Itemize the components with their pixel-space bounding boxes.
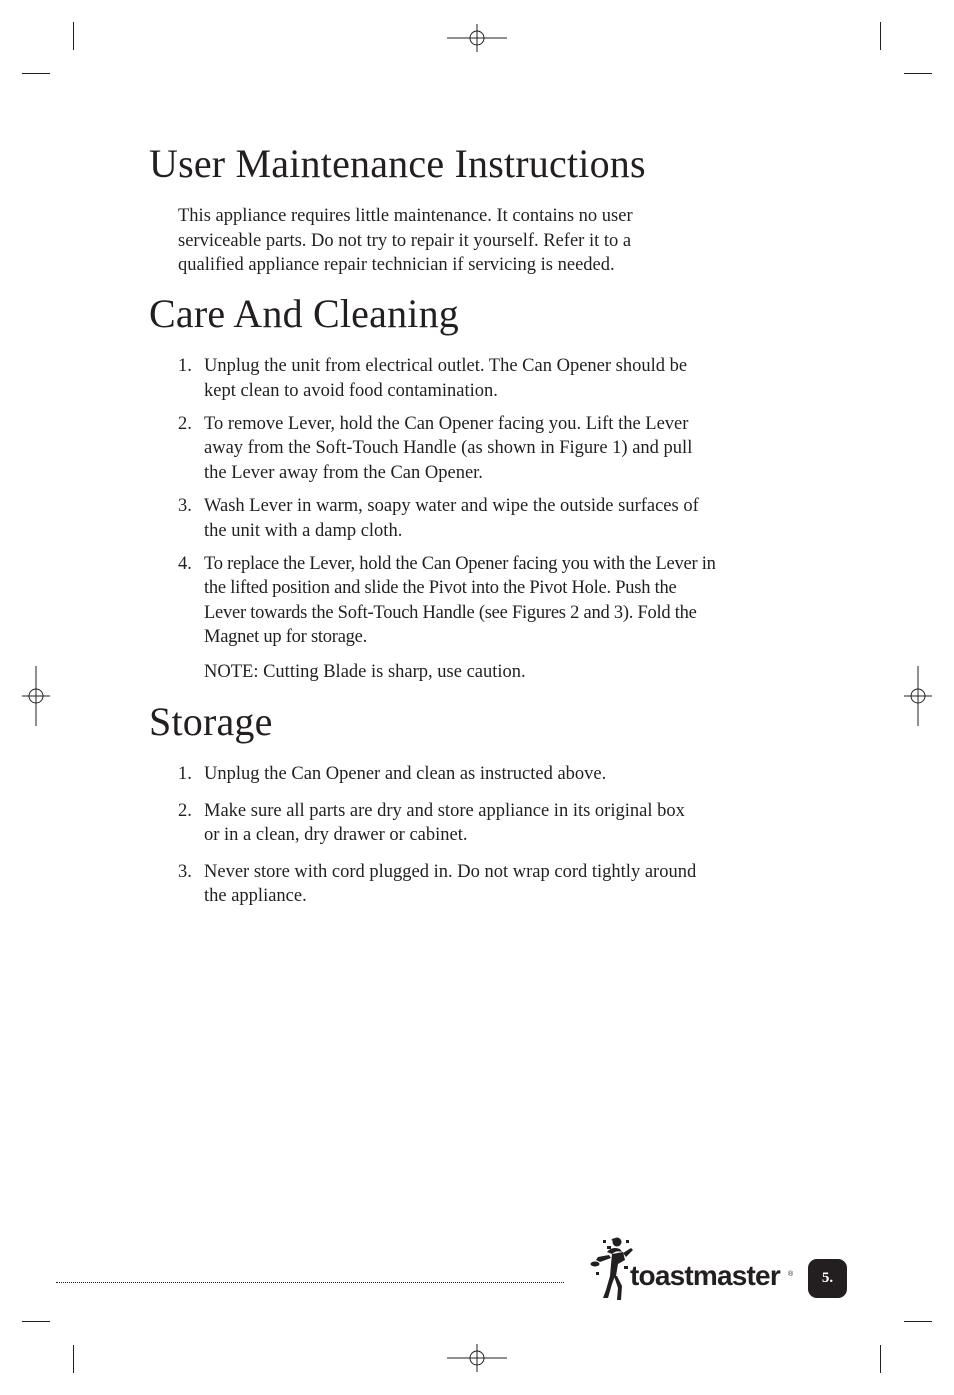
list-item [178, 412, 808, 486]
step-number: 2. [178, 413, 192, 434]
list-item [178, 494, 808, 543]
list-item [178, 799, 808, 848]
list-item [178, 552, 808, 650]
registration-mark-icon [6, 666, 66, 726]
step-line: Magnet up for storage. [204, 627, 368, 648]
step-line: Unplug the Can Opener and clean as instructed above. [204, 764, 607, 784]
registration-mark-icon [447, 8, 507, 68]
crop-mark [904, 73, 932, 74]
step-number: 3. [178, 861, 192, 882]
step-line: the unit with a damp cloth. [204, 520, 403, 541]
page-number: 5. [821, 1270, 834, 1286]
crop-mark [22, 1321, 50, 1322]
step-line: Unplug the unit from electrical outlet. The Can Opener should be [204, 356, 688, 376]
step-line: the appliance. [204, 886, 307, 907]
care-steps-list [178, 354, 808, 659]
paragraph-line: This appliance requires little maintenance. It contains no user [178, 206, 633, 226]
maintenance-paragraph [178, 204, 778, 278]
step-line: or in a clean, dry drawer or cabinet. [204, 825, 468, 846]
heading-care-and-cleaning: Care And Cleaning [149, 291, 460, 336]
storage-steps-list [178, 762, 808, 917]
step-line: the Lever away from the Can Opener. [204, 462, 483, 483]
step-line: the lifted position and slide the Pivot into the Pivot Hole. Push the [204, 578, 677, 599]
step-line: Wash Lever in warm, soapy water and wipe the outside surfaces of [204, 495, 699, 516]
chef-figure-icon [590, 1236, 634, 1304]
step-line: Lever towards the Soft-Touch Handle (see Figures 2 and 3). Fold the [204, 602, 697, 623]
list-item [178, 860, 808, 909]
crop-mark [22, 73, 50, 74]
step-line: Never store with cord plugged in. Do not wrap cord tightly around [204, 861, 697, 882]
toastmaster-logo [590, 1236, 800, 1304]
step-line: away from the Soft-Touch Handle (as shown in Figure 1) and pull [204, 438, 693, 459]
crop-mark [880, 22, 881, 50]
paragraph-line: serviceable parts. Do not try to repair it yourself. Refer it to a [178, 230, 632, 251]
step-line: To replace the Lever, hold the Can Opener facing you with the Lever in [204, 553, 716, 574]
step-number: 1. [178, 356, 192, 376]
step-number: 3. [178, 495, 192, 516]
step-number: 1. [178, 764, 192, 784]
registration-mark-icon [888, 666, 948, 726]
crop-mark [73, 22, 74, 50]
heading-storage: Storage [149, 699, 273, 744]
caution-note: NOTE: Cutting Blade is sharp, use caution. [204, 662, 526, 682]
list-item [178, 762, 808, 787]
footer-dotted-rule [56, 1282, 564, 1283]
step-line: Make sure all parts are dry and store appliance in its original box [204, 800, 685, 821]
paragraph-line: qualified appliance repair technician if servicing is needed. [178, 255, 615, 276]
registration-mark-icon [447, 1328, 507, 1388]
step-line: kept clean to avoid food contamination. [204, 380, 498, 401]
step-line: To remove Lever, hold the Can Opener facing you. Lift the Lever [204, 413, 689, 434]
crop-mark [880, 1345, 881, 1373]
crop-mark [73, 1345, 74, 1373]
registered-trademark: ® [788, 1271, 794, 1278]
heading-user-maintenance: User Maintenance Instructions [149, 141, 646, 186]
brand-wordmark: toastmaster [630, 1260, 780, 1291]
page-number-badge [808, 1259, 847, 1298]
list-item [178, 354, 808, 403]
step-number: 4. [178, 553, 192, 574]
crop-mark [904, 1321, 932, 1322]
step-number: 2. [178, 800, 192, 821]
